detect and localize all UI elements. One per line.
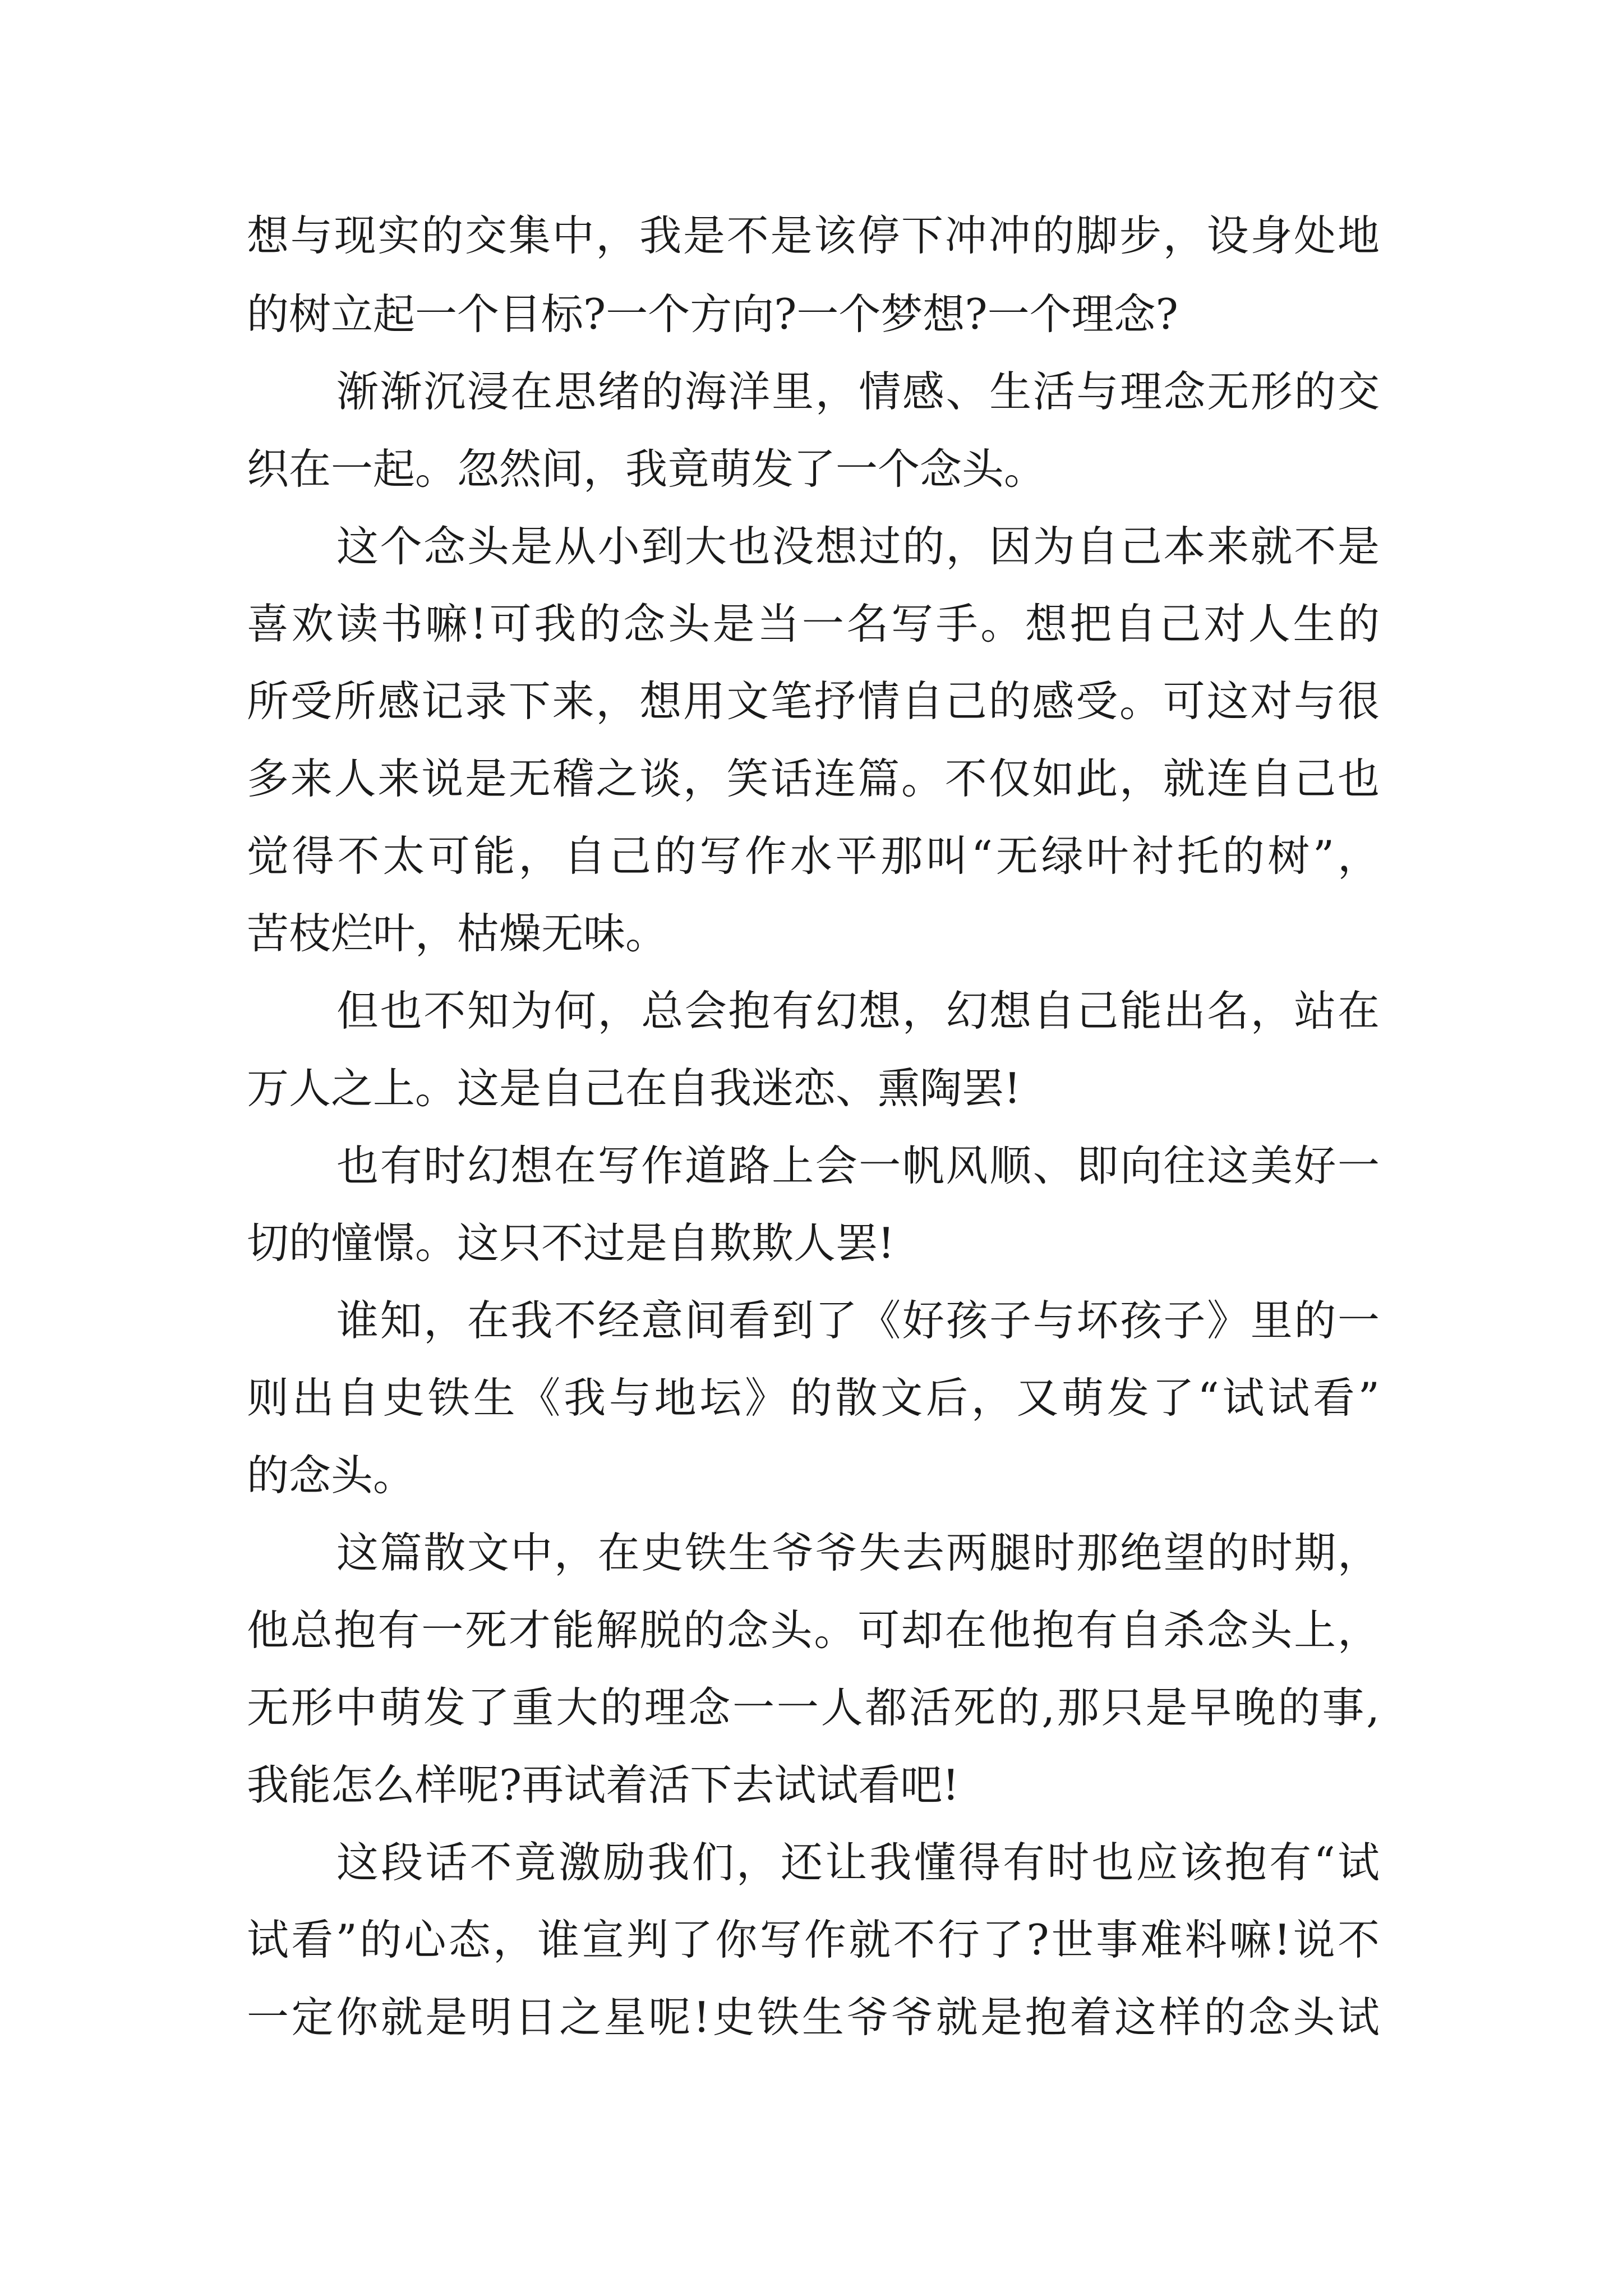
- text-line: 他总抱有一死才能解脱的念头。可却在他抱有自杀念头上，: [247, 1605, 1380, 1655]
- text-line: 想与现实的交集中，我是不是该停下冲冲的脚步，设身处地: [247, 211, 1380, 260]
- paragraph-first-line: 渐渐沉浸在思绪的海洋里，情感、生活与理念无形的交: [336, 367, 1380, 416]
- paragraph-first-line: 但也不知为何，总会抱有幻想，幻想自己能出名，站在: [336, 986, 1380, 1036]
- text-line: 无形中萌发了重大的理念一一人都活死的,那只是早晚的事,: [247, 1683, 1380, 1732]
- paragraph-first-line: 这篇散文中，在史铁生爷爷失去两腿时那绝望的时期，: [336, 1528, 1380, 1577]
- paragraph-first-line: 这个念头是从小到大也没想过的，因为自己本来就不是: [336, 522, 1380, 571]
- text-line: 苦枝烂叶，枯燥无味。: [247, 909, 668, 958]
- text-line: 万人之上。这是自己在自我迷恋、熏陶罢!: [247, 1064, 1021, 1113]
- text-line: 所受所感记录下来，想用文笔抒情自己的感受。可这对与很: [247, 677, 1380, 726]
- text-line: 多来人来说是无稽之谈，笑话连篇。不仅如此，就连自己也: [247, 754, 1380, 803]
- text-line: 的念头。: [247, 1451, 416, 1500]
- text-line: 织在一起。忽然间，我竟萌发了一个念头。: [247, 444, 1046, 494]
- text-line: 切的憧憬。这只不过是自欺欺人罢!: [247, 1218, 895, 1268]
- paragraph-first-line: 谁知，在我不经意间看到了《好孩子与坏孩子》里的一: [336, 1296, 1380, 1345]
- paragraph-first-line: 这段话不竟激励我们，还让我懂得有时也应该抱有“试: [336, 1838, 1380, 1887]
- text-line: 一定你就是明日之星呢!史铁生爷爷就是抱着这样的念头试: [247, 1993, 1380, 2042]
- paragraph-first-line: 也有时幻想在写作道路上会一帆风顺、即向往这美好一: [336, 1141, 1380, 1190]
- text-line: 觉得不太可能，自己的写作水平那叫“无绿叶衬托的树”，: [247, 831, 1380, 881]
- text-line: 试看”的心态，谁宣判了你写作就不行了?世事难料嘛!说不: [247, 1915, 1380, 1964]
- text-line: 喜欢读书嘛!可我的念头是当一名写手。想把自己对人生的: [247, 599, 1380, 648]
- text-line: 我能怎么样呢?再试着活下去试试看吧!: [247, 1760, 960, 1810]
- text-line: 则出自史铁生《我与地坛》的散文后，又萌发了“试试看”: [247, 1373, 1380, 1423]
- text-line: 的树立起一个目标?一个方向?一个梦想?一个理念?: [247, 289, 1178, 339]
